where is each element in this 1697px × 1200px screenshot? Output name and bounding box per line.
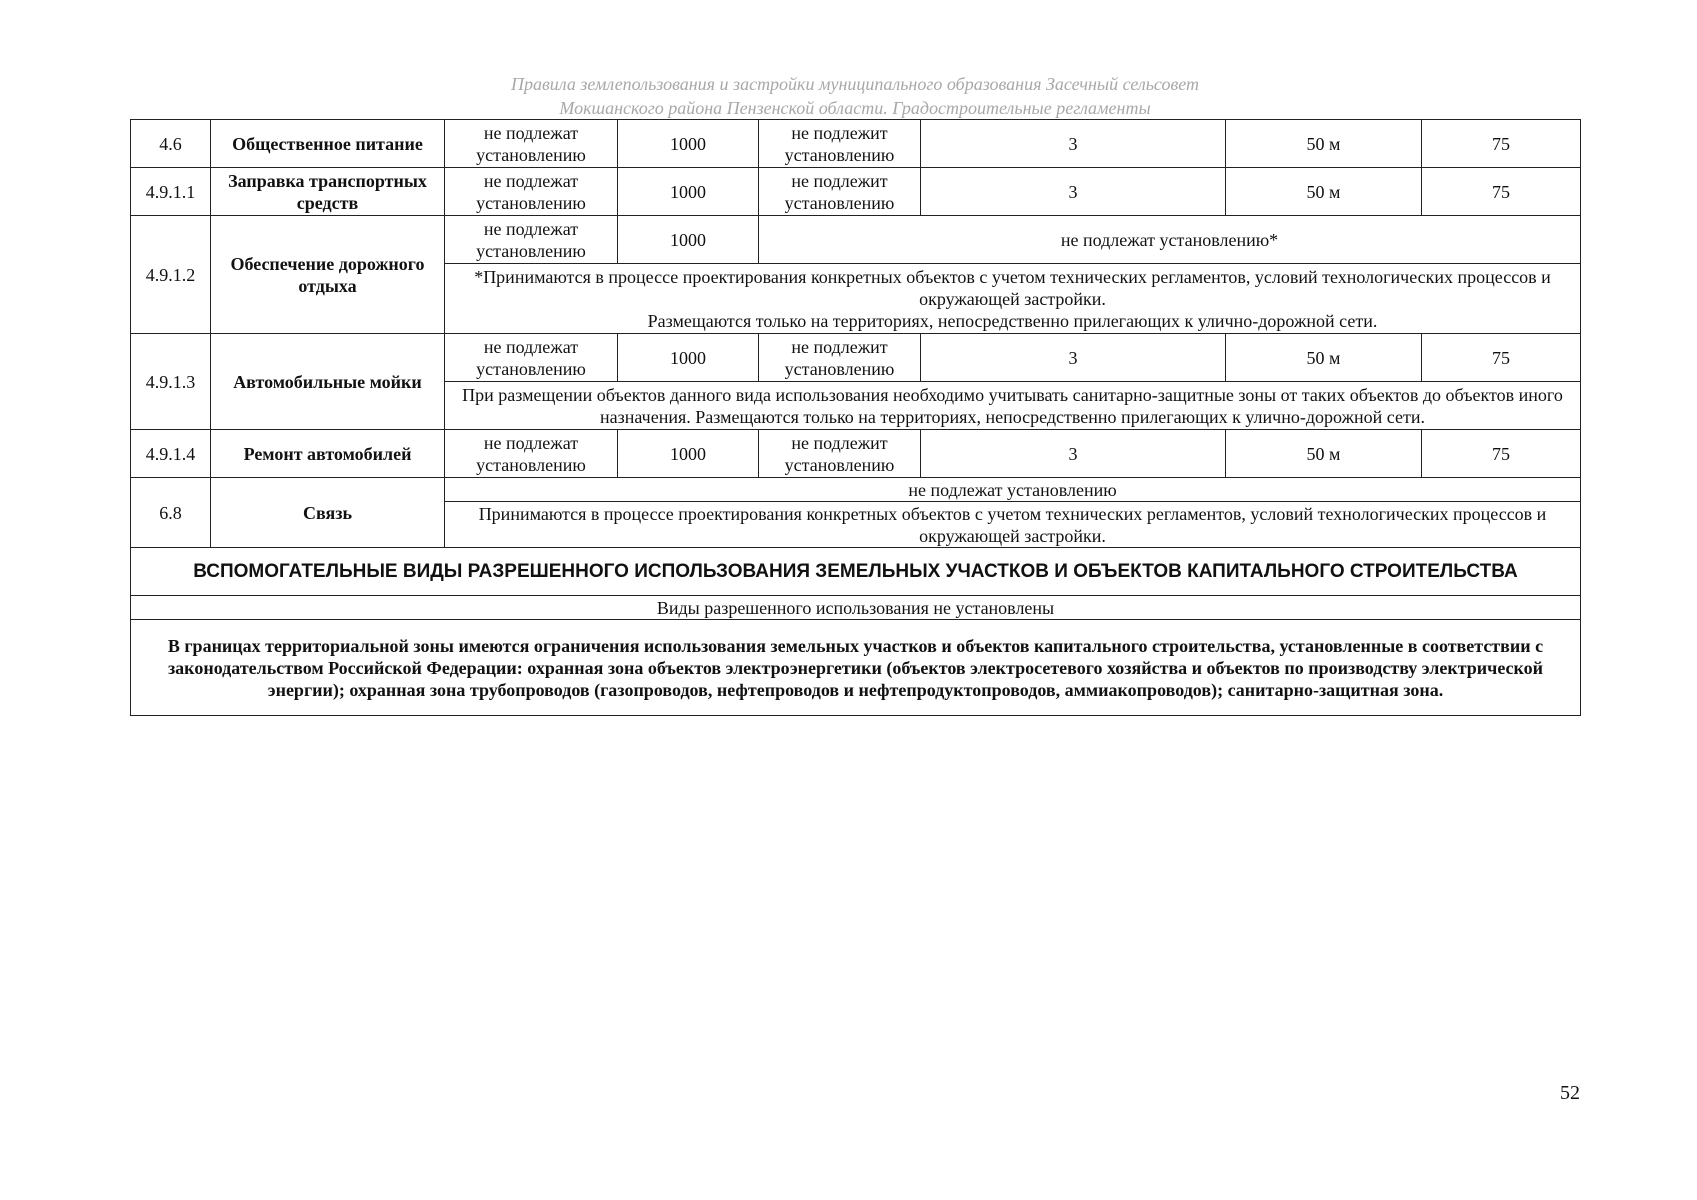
cell-value: не подлежат установлению: [445, 120, 618, 168]
section-title: ВСПОМОГАТЕЛЬНЫЕ ВИДЫ РАЗРЕШЕННОГО ИСПОЛЬЗОВАНИЯ ЗЕМЕЛЬНЫХ УЧАСТКОВ И ОБЪЕКТОВ КАПИТАЛЬНОГО СТРОИТЕЛЬСТВА: [131, 548, 1581, 596]
row-code: 6.8: [131, 478, 211, 548]
cell-value: 3: [921, 334, 1226, 382]
section-note-row: [131, 596, 1581, 620]
cell-value: 50 м: [1226, 430, 1422, 478]
table-row: [131, 334, 1581, 382]
cell-value: не подлежат установлению: [445, 334, 618, 382]
regulations-table: [130, 119, 1581, 716]
table-row: [131, 120, 1581, 168]
table-row: [131, 216, 1581, 264]
row-note: Принимаются в процессе проектирования конкретных объектов с учетом технических регламентов, условий технологических процессов и окружающей застройки.: [445, 502, 1581, 548]
cell-value: не подлежит установлению: [759, 168, 921, 216]
cell-value: не подлежат установлению: [445, 430, 618, 478]
row-note: [445, 264, 1581, 334]
restrictions-row: [131, 620, 1581, 716]
document-header: [130, 72, 1580, 120]
cell-value: 75: [1422, 334, 1581, 382]
cell-value: 1000: [618, 216, 759, 264]
cell-value: 3: [921, 120, 1226, 168]
row-note: При размещении объектов данного вида использования необходимо учитывать санитарно-защитные зоны от таких объектов до объектов иного назначения. Размещаются только на территориях, непосредственно прилегающих к улично-дорожной сети.: [445, 382, 1581, 430]
row-name: Автомобильные мойки: [211, 334, 445, 430]
header-line-1: Правила землепользования и застройки муниципального образования Засечный сельсовет: [510, 74, 1200, 94]
table-row: [131, 168, 1581, 216]
restrictions-text: В границах территориальной зоны имеются ограничения использования земельных участков и объектов капитального строительства, установленные в соответствии с законодательством Российской Федерации: охранная зона объектов электроэнергетики (объектов электросетевого хозяйства и объектов по производству электрической энергии); охранная зона трубопроводов (газопроводов, нефтепроводов и нефтепродуктопроводов, аммиакопроводов); санитарно-защитная зона.: [131, 620, 1581, 716]
section-row: [131, 548, 1581, 596]
cell-value: 3: [921, 168, 1226, 216]
cell-value: 3: [921, 430, 1226, 478]
row-name: Общественное питание: [211, 120, 445, 168]
cell-value: не подлежат установлению: [445, 216, 618, 264]
cell-value: 75: [1422, 120, 1581, 168]
row-name: Обеспечение дорожного отдыха: [211, 216, 445, 334]
cell-value: 75: [1422, 168, 1581, 216]
row-code: 4.9.1.2: [131, 216, 211, 334]
row-code: 4.6: [131, 120, 211, 168]
cell-value: не подлежат установлению: [445, 168, 618, 216]
table-row: [131, 478, 1581, 502]
row-code: 4.9.1.3: [131, 334, 211, 430]
cell-value: 1000: [618, 120, 759, 168]
table-row: [131, 430, 1581, 478]
section-note: Виды разрешенного использования не установлены: [131, 596, 1581, 620]
cell-value: 50 м: [1226, 120, 1422, 168]
cell-value: 50 м: [1226, 334, 1422, 382]
cell-value: 1000: [618, 430, 759, 478]
cell-value: не подлежит установлению: [759, 430, 921, 478]
row-name: Заправка транспортных средств: [211, 168, 445, 216]
cell-value: 1000: [618, 334, 759, 382]
merged-cell: не подлежат установлению*: [759, 216, 1581, 264]
merged-cell: не подлежат установлению: [445, 478, 1581, 502]
row-code: 4.9.1.4: [131, 430, 211, 478]
cell-value: не подлежит установлению: [759, 334, 921, 382]
row-name: Ремонт автомобилей: [211, 430, 445, 478]
note-line: *Принимаются в процессе проектирования конкретных объектов с учетом технических регламентов, условий технологических процессов и окружающей застройки.: [474, 266, 1551, 309]
header-line-2: Мокшанского района Пензенской области. Градостроительные регламенты: [559, 98, 1151, 118]
note-line: Размещаются только на территориях, непосредственно прилегающих к улично-дорожной сети.: [647, 310, 1378, 331]
cell-value: 1000: [618, 168, 759, 216]
cell-value: 50 м: [1226, 168, 1422, 216]
cell-value: не подлежит установлению: [759, 120, 921, 168]
page-number: 52: [1560, 1082, 1580, 1104]
row-name: Связь: [211, 478, 445, 548]
row-code: 4.9.1.1: [131, 168, 211, 216]
cell-value: 75: [1422, 430, 1581, 478]
